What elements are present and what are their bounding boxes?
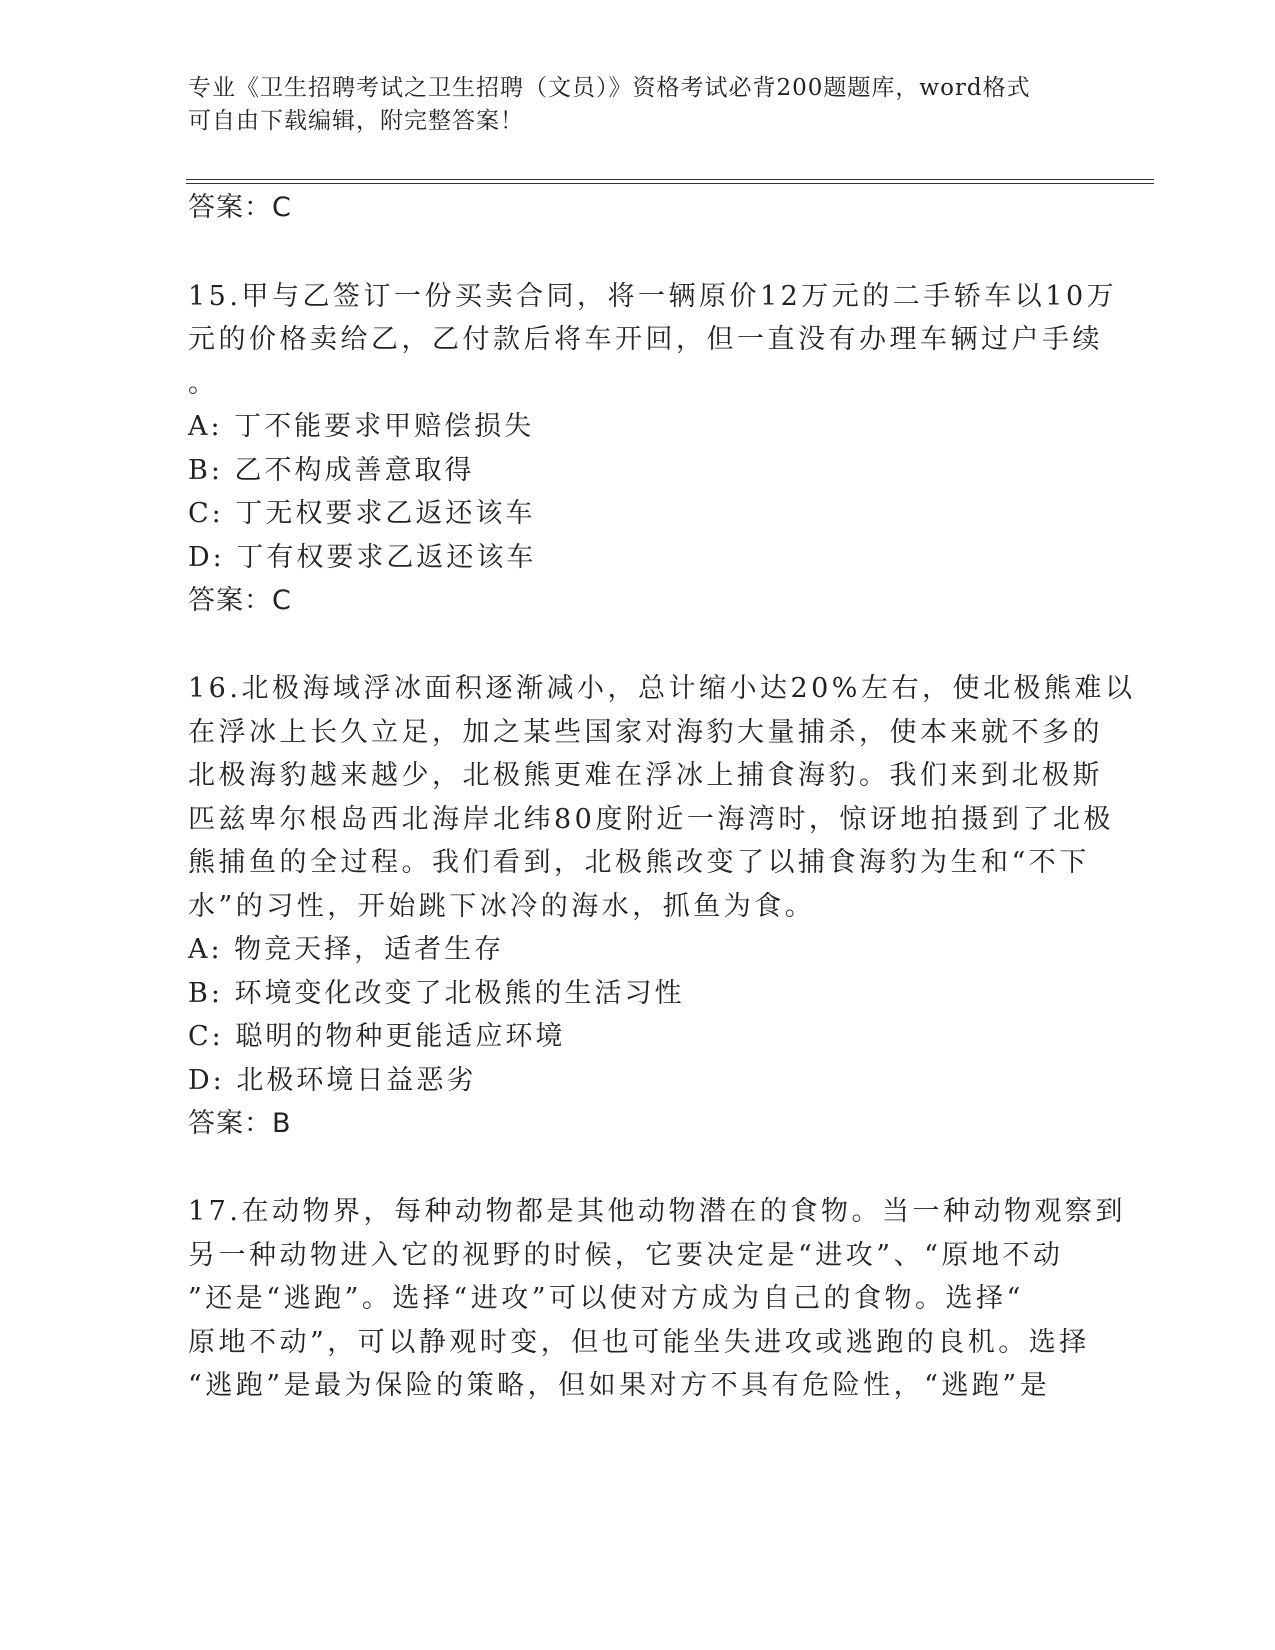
q17-line-1: 17.在动物界，每种动物都是其他动物潜在的食物。当一种动物观察到 <box>188 1196 1126 1227</box>
q16-line-6: 水”的习性，开始跳下冰冷的海水，抓鱼为食。 <box>188 891 816 922</box>
q15-line-3: 。 <box>188 368 219 399</box>
q17-line-5: “逃跑”是最为保险的策略，但如果对方不具有危险性，“逃跑”是 <box>188 1370 1051 1401</box>
document-header <box>188 72 1068 138</box>
header-line-2: 可自由下载编辑，附完整答案！ <box>188 108 524 134</box>
q16-option-d: D: 北极环境日益恶劣 <box>188 1065 477 1096</box>
header-rule-bottom <box>186 183 1154 184</box>
q15-answer: 答案：C <box>188 585 292 616</box>
q16-line-2: 在浮冰上长久立足，加之某些国家对海豹大量捕杀，使本来就不多的 <box>188 717 1103 748</box>
header-line-1: 专业《卫生招聘考试之卫生招聘（文员）》资格考试必背200题题库，word格式 <box>188 75 1031 101</box>
q16-option-a: A: 物竞天择，适者生存 <box>188 934 505 965</box>
q15-option-d: D: 丁有权要求乙返还该车 <box>188 542 537 573</box>
q16-line-4: 匹兹卑尔根岛西北海岸北纬80度附近一海湾时，惊讶地拍摄到了北极 <box>188 804 1114 835</box>
q16-line-1: 16.北极海域浮冰面积逐渐减小，总计缩小达20%左右，使北极熊难以 <box>188 673 1136 704</box>
q17-line-4: 原地不动”，可以静观时变，但也可能坐失进攻或逃跑的良机。选择 <box>188 1327 1090 1358</box>
q17-line-2: 另一种动物进入它的视野的时候，它要决定是“进攻”、“原地不动 <box>188 1240 1064 1271</box>
q16-option-b: B: 环境变化改变了北极熊的生活习性 <box>188 978 685 1009</box>
q15-line-2: 元的价格卖给乙，乙付款后将车开回，但一直没有办理车辆过户手续 <box>188 324 1103 355</box>
q15-option-a: A: 丁不能要求甲赔偿损失 <box>188 411 535 442</box>
q17-line-3: ”还是“逃跑”。选择“进攻”可以使对方成为自己的食物。选择“ <box>188 1283 1024 1314</box>
answer-prev: 答案：C <box>188 192 292 223</box>
q15-line-1: 15.甲与乙签订一份买卖合同，将一辆原价12万元的二手轿车以10万 <box>188 281 1118 312</box>
q15-option-c: C: 丁无权要求乙返还该车 <box>188 498 536 529</box>
q16-option-c: C: 聪明的物种更能适应环境 <box>188 1021 566 1052</box>
header-rule-top <box>186 179 1154 180</box>
q15-option-b: B: 乙不构成善意取得 <box>188 455 475 486</box>
q16-answer: 答案：B <box>188 1108 292 1139</box>
q16-line-5: 熊捕鱼的全过程。我们看到，北极熊改变了以捕食海豹为生和“不下 <box>188 847 1090 878</box>
q16-line-3: 北极海豹越来越少，北极熊更难在浮冰上捕食海豹。我们来到北极斯 <box>188 760 1103 791</box>
